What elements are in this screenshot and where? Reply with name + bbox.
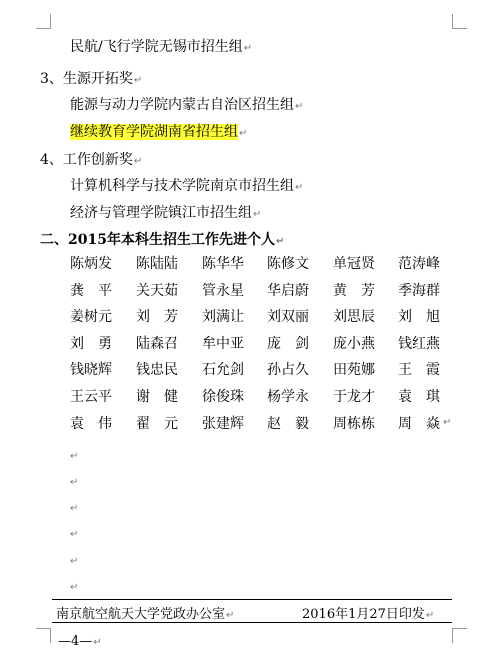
person-name: 赵 毅 — [267, 415, 309, 432]
empty-paragraph-mark-icon: ↵ — [70, 451, 79, 462]
highlighted-award-item-text: 继续教育学院湖南省招生组 — [70, 124, 238, 140]
person-name: 季海群 — [398, 282, 440, 299]
person-name: 田苑娜 — [333, 362, 375, 379]
paragraph-mark-icon: ↵ — [253, 209, 262, 220]
award-item-text: 计算机科学与技术学院南京市招生组 — [70, 178, 294, 194]
person-name: 周栋栋 — [333, 415, 375, 432]
award-item-line — [70, 204, 261, 224]
section-heading-text: 二、2015年本科生招生工作先进个人 — [40, 232, 275, 248]
paragraph-mark-icon: ↵ — [93, 637, 102, 648]
award-item-line — [70, 96, 303, 116]
person-name: 刘 勇 — [70, 335, 112, 352]
person-name: 龚 平 — [70, 282, 112, 299]
footer-top-rule — [52, 599, 452, 600]
person-name: 刘双丽 — [267, 309, 309, 326]
person-name: 黄 芳 — [333, 282, 375, 299]
person-name: 袁 伟 — [70, 415, 112, 432]
award-category-heading — [40, 70, 142, 90]
issuing-office: 南京航空航天大学党政办公室↵ — [56, 607, 235, 622]
paragraph-mark-icon: ↵ — [133, 156, 143, 167]
person-name: 谢 健 — [136, 388, 178, 405]
page-corner-bottom-right — [452, 628, 467, 643]
person-name: 刘 旭 — [398, 309, 440, 326]
person-name: 钱忠民 — [136, 362, 178, 379]
empty-paragraph-mark-icon: ↵ — [70, 503, 79, 514]
paragraph-mark-icon: ↵ — [295, 182, 304, 193]
award-category-text: 3、生源开拓奖 — [40, 71, 133, 87]
person-name: 周 焱 — [398, 415, 440, 432]
person-name: 庞小燕 — [333, 335, 375, 352]
paragraph-mark-icon: ↵ — [243, 43, 253, 54]
person-name: 陈炳发 — [70, 256, 112, 272]
award-item-line — [70, 177, 303, 197]
page-corner-top-right — [452, 14, 467, 29]
award-item-text: 民航/飞行学院无锡市招生组 — [70, 39, 243, 55]
person-name: 于龙才 — [333, 388, 375, 405]
paragraph-mark-icon: ↵ — [133, 75, 143, 86]
person-name: 庞 剑 — [267, 335, 309, 352]
person-name: 王云平 — [70, 388, 112, 405]
person-name: 陈华华 — [202, 256, 244, 272]
person-name: 单冠贤 — [333, 256, 375, 272]
person-name: 陆森召 — [136, 335, 178, 352]
award-item-text: 能源与动力学院内蒙古自治区招生组 — [70, 97, 294, 113]
paragraph-mark-icon: ↵ — [275, 236, 285, 247]
footer-bottom-rule — [52, 622, 452, 623]
person-name: 钱红燕 — [398, 335, 440, 352]
empty-paragraph-mark-icon: ↵ — [70, 477, 79, 488]
page-corner-bottom-left — [36, 628, 51, 643]
page-corner-top-left — [36, 14, 51, 29]
person-name: 刘满让 — [202, 309, 244, 326]
paragraph-mark-icon: ↵ — [226, 610, 235, 621]
person-name: 陈陆陆 — [136, 256, 178, 272]
paragraph-mark-icon: ↵ — [425, 610, 435, 621]
award-item-line-highlighted — [70, 123, 247, 143]
person-name: 关天茹 — [136, 282, 178, 299]
person-name: 石允剑 — [202, 362, 244, 379]
award-item-line — [70, 38, 252, 58]
person-name: 陈修文 — [267, 256, 309, 272]
person-name: 刘 芳 — [136, 309, 178, 326]
empty-paragraph-mark-icon: ↵ — [70, 556, 79, 567]
person-name: 管永星 — [202, 282, 244, 299]
award-item-text: 经济与管理学院镇江市招生组 — [70, 205, 252, 221]
person-name: 徐俊珠 — [202, 388, 244, 405]
person-name: 王 霞 — [398, 362, 440, 379]
award-category-heading — [40, 151, 142, 171]
empty-paragraph-mark-icon: ↵ — [70, 582, 79, 593]
person-name: 范涛峰 — [398, 256, 440, 272]
person-name: 牟中亚 — [202, 335, 244, 352]
empty-paragraph-mark-icon: ↵ — [70, 529, 79, 540]
person-name: 华启蔚 — [267, 282, 309, 299]
person-name: 孙占久 — [267, 362, 309, 379]
paragraph-mark-icon: ↵ — [295, 101, 304, 112]
person-name: 翟 元 — [136, 415, 178, 432]
person-name: 杨学永 — [267, 388, 309, 405]
page-number: —4—↵ — [58, 634, 102, 649]
person-name: 袁 琪 — [398, 388, 440, 405]
paragraph-mark-icon: ↵ — [239, 128, 248, 139]
person-name: 张建辉 — [202, 415, 244, 432]
paragraph-mark-icon: ↵ — [443, 416, 452, 428]
person-name: 刘思辰 — [333, 309, 375, 326]
issue-date: 2016年1月27日印发↵ — [302, 607, 435, 622]
award-category-text: 4、工作创新奖 — [40, 152, 133, 168]
person-name: 姜树元 — [70, 309, 112, 326]
person-name: 钱晓辉 — [70, 362, 112, 379]
section-heading — [40, 231, 284, 251]
